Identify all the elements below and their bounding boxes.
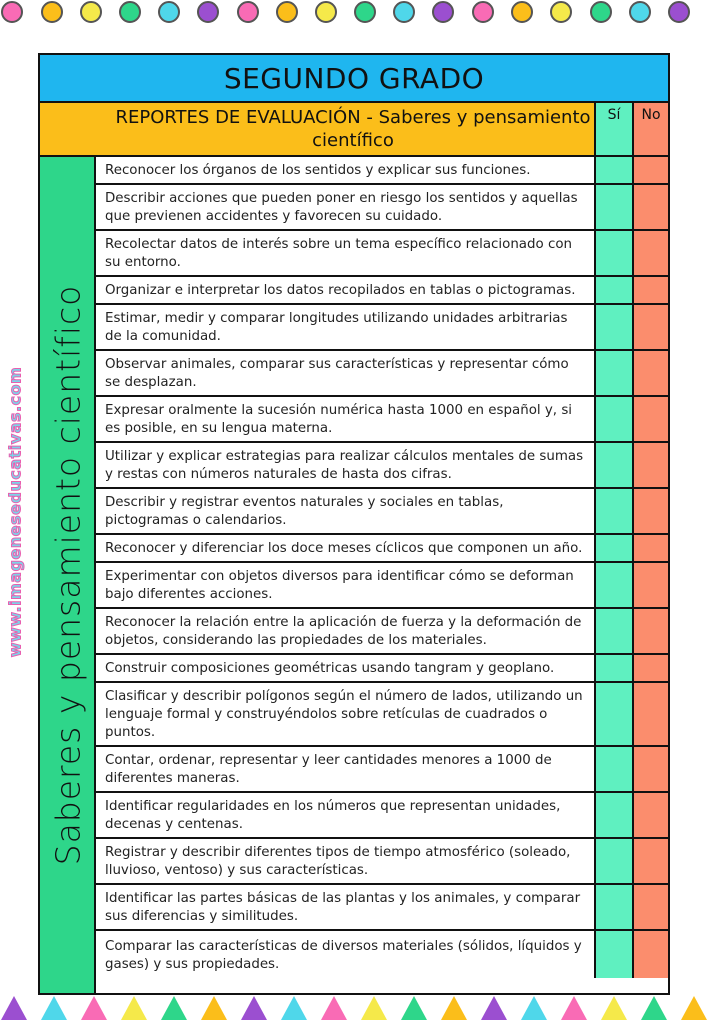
decorative-dot bbox=[668, 1, 690, 23]
decorative-dot bbox=[158, 1, 180, 23]
si-checkbox-cell[interactable] bbox=[594, 793, 632, 837]
criterion-text: Reconocer la relación entre la aplicación de fuerza y la deformación de objetos, considerando las propiedades de los materiales. bbox=[105, 615, 582, 648]
table-row bbox=[96, 655, 668, 683]
table-row bbox=[96, 351, 668, 397]
decorative-triangle bbox=[521, 996, 547, 1020]
criterion-text: Comparar las características de diversos materiales (sólidos, líquidos y gases) y sus propiedades. bbox=[105, 938, 582, 972]
decorative-dot bbox=[276, 1, 298, 23]
decorative-triangle bbox=[281, 996, 307, 1020]
table-row bbox=[96, 157, 668, 185]
decorative-triangle bbox=[41, 996, 67, 1020]
decorative-dot bbox=[237, 1, 259, 23]
no-checkbox-cell[interactable] bbox=[632, 157, 668, 183]
decorative-triangle bbox=[481, 996, 507, 1020]
no-checkbox-cell[interactable] bbox=[632, 277, 668, 303]
table-row bbox=[96, 443, 668, 489]
decorative-triangle bbox=[601, 996, 627, 1020]
no-checkbox-cell[interactable] bbox=[632, 885, 668, 929]
decorative-dot bbox=[119, 1, 141, 23]
table-row bbox=[96, 563, 668, 609]
criterion-text: Contar, ordenar, representar y leer cantidades menores a 1000 de diferentes maneras. bbox=[105, 753, 552, 786]
si-checkbox-cell[interactable] bbox=[594, 931, 632, 978]
decorative-triangle bbox=[681, 996, 707, 1020]
criterion-text: Clasificar y describir polígonos según el número de lados, utilizando un lenguaje formal y construyéndolos sobre retículas de cuadrados o puntos. bbox=[105, 689, 583, 740]
table-row bbox=[96, 885, 668, 931]
decorative-dot bbox=[393, 1, 415, 23]
si-checkbox-cell[interactable] bbox=[594, 563, 632, 607]
si-checkbox-cell[interactable] bbox=[594, 351, 632, 395]
decorative-dots-border bbox=[0, 0, 709, 30]
table-row bbox=[96, 683, 668, 747]
si-checkbox-cell[interactable] bbox=[594, 655, 632, 681]
criterion-text: Estimar, medir y comparar longitudes utilizando unidades arbitrarias de la comunidad. bbox=[105, 311, 568, 344]
criterion-text: Recolectar datos de interés sobre un tema específico relacionado con su entorno. bbox=[105, 237, 573, 270]
criterion-text: Identificar las partes básicas de las plantas y los animales, y comparar sus diferencias y similitudes. bbox=[105, 891, 581, 924]
decorative-triangle bbox=[361, 996, 387, 1020]
decorative-triangle bbox=[401, 996, 427, 1020]
criterion-text: Experimentar con objetos diversos para identificar cómo se deforman bajo diferentes acciones. bbox=[105, 569, 574, 602]
no-checkbox-cell[interactable] bbox=[632, 185, 668, 229]
si-checkbox-cell[interactable] bbox=[594, 443, 632, 487]
decorative-dot bbox=[432, 1, 454, 23]
no-checkbox-cell[interactable] bbox=[632, 351, 668, 395]
table-row bbox=[96, 277, 668, 305]
decorative-triangle bbox=[561, 996, 587, 1020]
side-category-label bbox=[40, 157, 96, 993]
criterion-text: Observar animales, comparar sus características y representar cómo se desplazan. bbox=[105, 357, 569, 390]
watermark bbox=[3, 340, 27, 685]
si-checkbox-cell[interactable] bbox=[594, 839, 632, 883]
criterion-text: Construir composiciones geométricas usando tangram y geoplano. bbox=[105, 661, 555, 676]
no-checkbox-cell[interactable] bbox=[632, 535, 668, 561]
table-row bbox=[96, 793, 668, 839]
decorative-dot bbox=[590, 1, 612, 23]
si-checkbox-cell[interactable] bbox=[594, 397, 632, 441]
decorative-dot bbox=[354, 1, 376, 23]
decorative-triangle bbox=[121, 996, 147, 1020]
decorative-triangle bbox=[441, 996, 467, 1020]
si-checkbox-cell[interactable] bbox=[594, 231, 632, 275]
si-checkbox-cell[interactable] bbox=[594, 535, 632, 561]
decorative-triangles-border bbox=[0, 994, 709, 1024]
no-checkbox-cell[interactable] bbox=[632, 839, 668, 883]
decorative-dot bbox=[315, 1, 337, 23]
criterion-text: Utilizar y explicar estrategias para realizar cálculos mentales de sumas y restas con números naturales de hasta dos cifras. bbox=[105, 449, 584, 482]
decorative-dot bbox=[1, 1, 23, 23]
criterion-text: Registrar y describir diferentes tipos de tiempo atmosférico (soleado, lluvioso, ventoso) y sus características. bbox=[105, 845, 571, 878]
table-row bbox=[96, 185, 668, 231]
no-checkbox-cell[interactable] bbox=[632, 747, 668, 791]
table-row bbox=[96, 231, 668, 277]
si-checkbox-cell[interactable] bbox=[594, 305, 632, 349]
table-row bbox=[96, 839, 668, 885]
criterion-text: Describir acciones que pueden poner en riesgo los sentidos y aquellas que previenen accidentes y favorecen su cuidado. bbox=[105, 191, 578, 224]
criterion-text: Reconocer los órganos de los sentidos y explicar sus funciones. bbox=[105, 163, 531, 178]
si-checkbox-cell[interactable] bbox=[594, 157, 632, 183]
no-checkbox-cell[interactable] bbox=[632, 683, 668, 745]
si-checkbox-cell[interactable] bbox=[594, 489, 632, 533]
table-rows bbox=[96, 157, 668, 978]
criterion-text: Identificar regularidades en los números que representan unidades, decenas y centenas. bbox=[105, 799, 561, 832]
criterion-text: Expresar oralmente la sucesión numérica hasta 1000 en español y, si es posible, en su lengua materna. bbox=[105, 403, 573, 436]
table-subheader: REPORTES DE EVALUACIÓN - Saberes y pensamiento científico bbox=[40, 103, 596, 157]
table-row bbox=[96, 305, 668, 351]
no-checkbox-cell[interactable] bbox=[632, 489, 668, 533]
no-checkbox-cell[interactable] bbox=[632, 655, 668, 681]
side-category-text: Saberes y pensamiento científico bbox=[48, 284, 88, 866]
decorative-triangle bbox=[321, 996, 347, 1020]
decorative-dot bbox=[550, 1, 572, 23]
no-checkbox-cell[interactable] bbox=[632, 609, 668, 653]
si-checkbox-cell[interactable] bbox=[594, 885, 632, 929]
table-row bbox=[96, 747, 668, 793]
decorative-triangle bbox=[241, 996, 267, 1020]
decorative-triangle bbox=[201, 996, 227, 1020]
no-checkbox-cell[interactable] bbox=[632, 231, 668, 275]
decorative-dot bbox=[472, 1, 494, 23]
no-checkbox-cell[interactable] bbox=[632, 305, 668, 349]
si-checkbox-cell[interactable] bbox=[594, 747, 632, 791]
si-checkbox-cell[interactable] bbox=[594, 609, 632, 653]
page-title: SEGUNDO GRADO bbox=[40, 55, 668, 103]
criterion-text: Describir y registrar eventos naturales y sociales en tablas, pictogramas o calendarios. bbox=[105, 495, 504, 528]
decorative-triangle bbox=[81, 996, 107, 1020]
si-checkbox-cell[interactable] bbox=[594, 185, 632, 229]
table-row bbox=[96, 397, 668, 443]
column-header-no: No bbox=[632, 103, 668, 157]
decorative-dot bbox=[629, 1, 651, 23]
decorative-dot bbox=[511, 1, 533, 23]
decorative-triangle bbox=[161, 996, 187, 1020]
criterion-text: Organizar e interpretar los datos recopilados en tablas o pictogramas. bbox=[105, 283, 576, 298]
si-checkbox-cell[interactable] bbox=[594, 683, 632, 745]
table-row bbox=[96, 489, 668, 535]
decorative-dot bbox=[41, 1, 63, 23]
criterion-text: Reconocer y diferenciar los doce meses cíclicos que componen un año. bbox=[105, 541, 583, 556]
table-row bbox=[96, 609, 668, 655]
decorative-triangle bbox=[1, 996, 27, 1020]
evaluation-table bbox=[38, 53, 670, 995]
no-checkbox-cell[interactable] bbox=[632, 397, 668, 441]
decorative-dot bbox=[197, 1, 219, 23]
no-checkbox-cell[interactable] bbox=[632, 443, 668, 487]
si-checkbox-cell[interactable] bbox=[594, 277, 632, 303]
decorative-dot bbox=[80, 1, 102, 23]
no-checkbox-cell[interactable] bbox=[632, 563, 668, 607]
no-checkbox-cell[interactable] bbox=[632, 793, 668, 837]
column-header-si: Sí bbox=[594, 103, 632, 157]
table-row bbox=[96, 931, 668, 978]
table-row bbox=[96, 535, 668, 563]
watermark-text: www.imageneseducativas.com bbox=[5, 366, 25, 658]
no-checkbox-cell[interactable] bbox=[632, 931, 668, 978]
decorative-triangle bbox=[641, 996, 667, 1020]
